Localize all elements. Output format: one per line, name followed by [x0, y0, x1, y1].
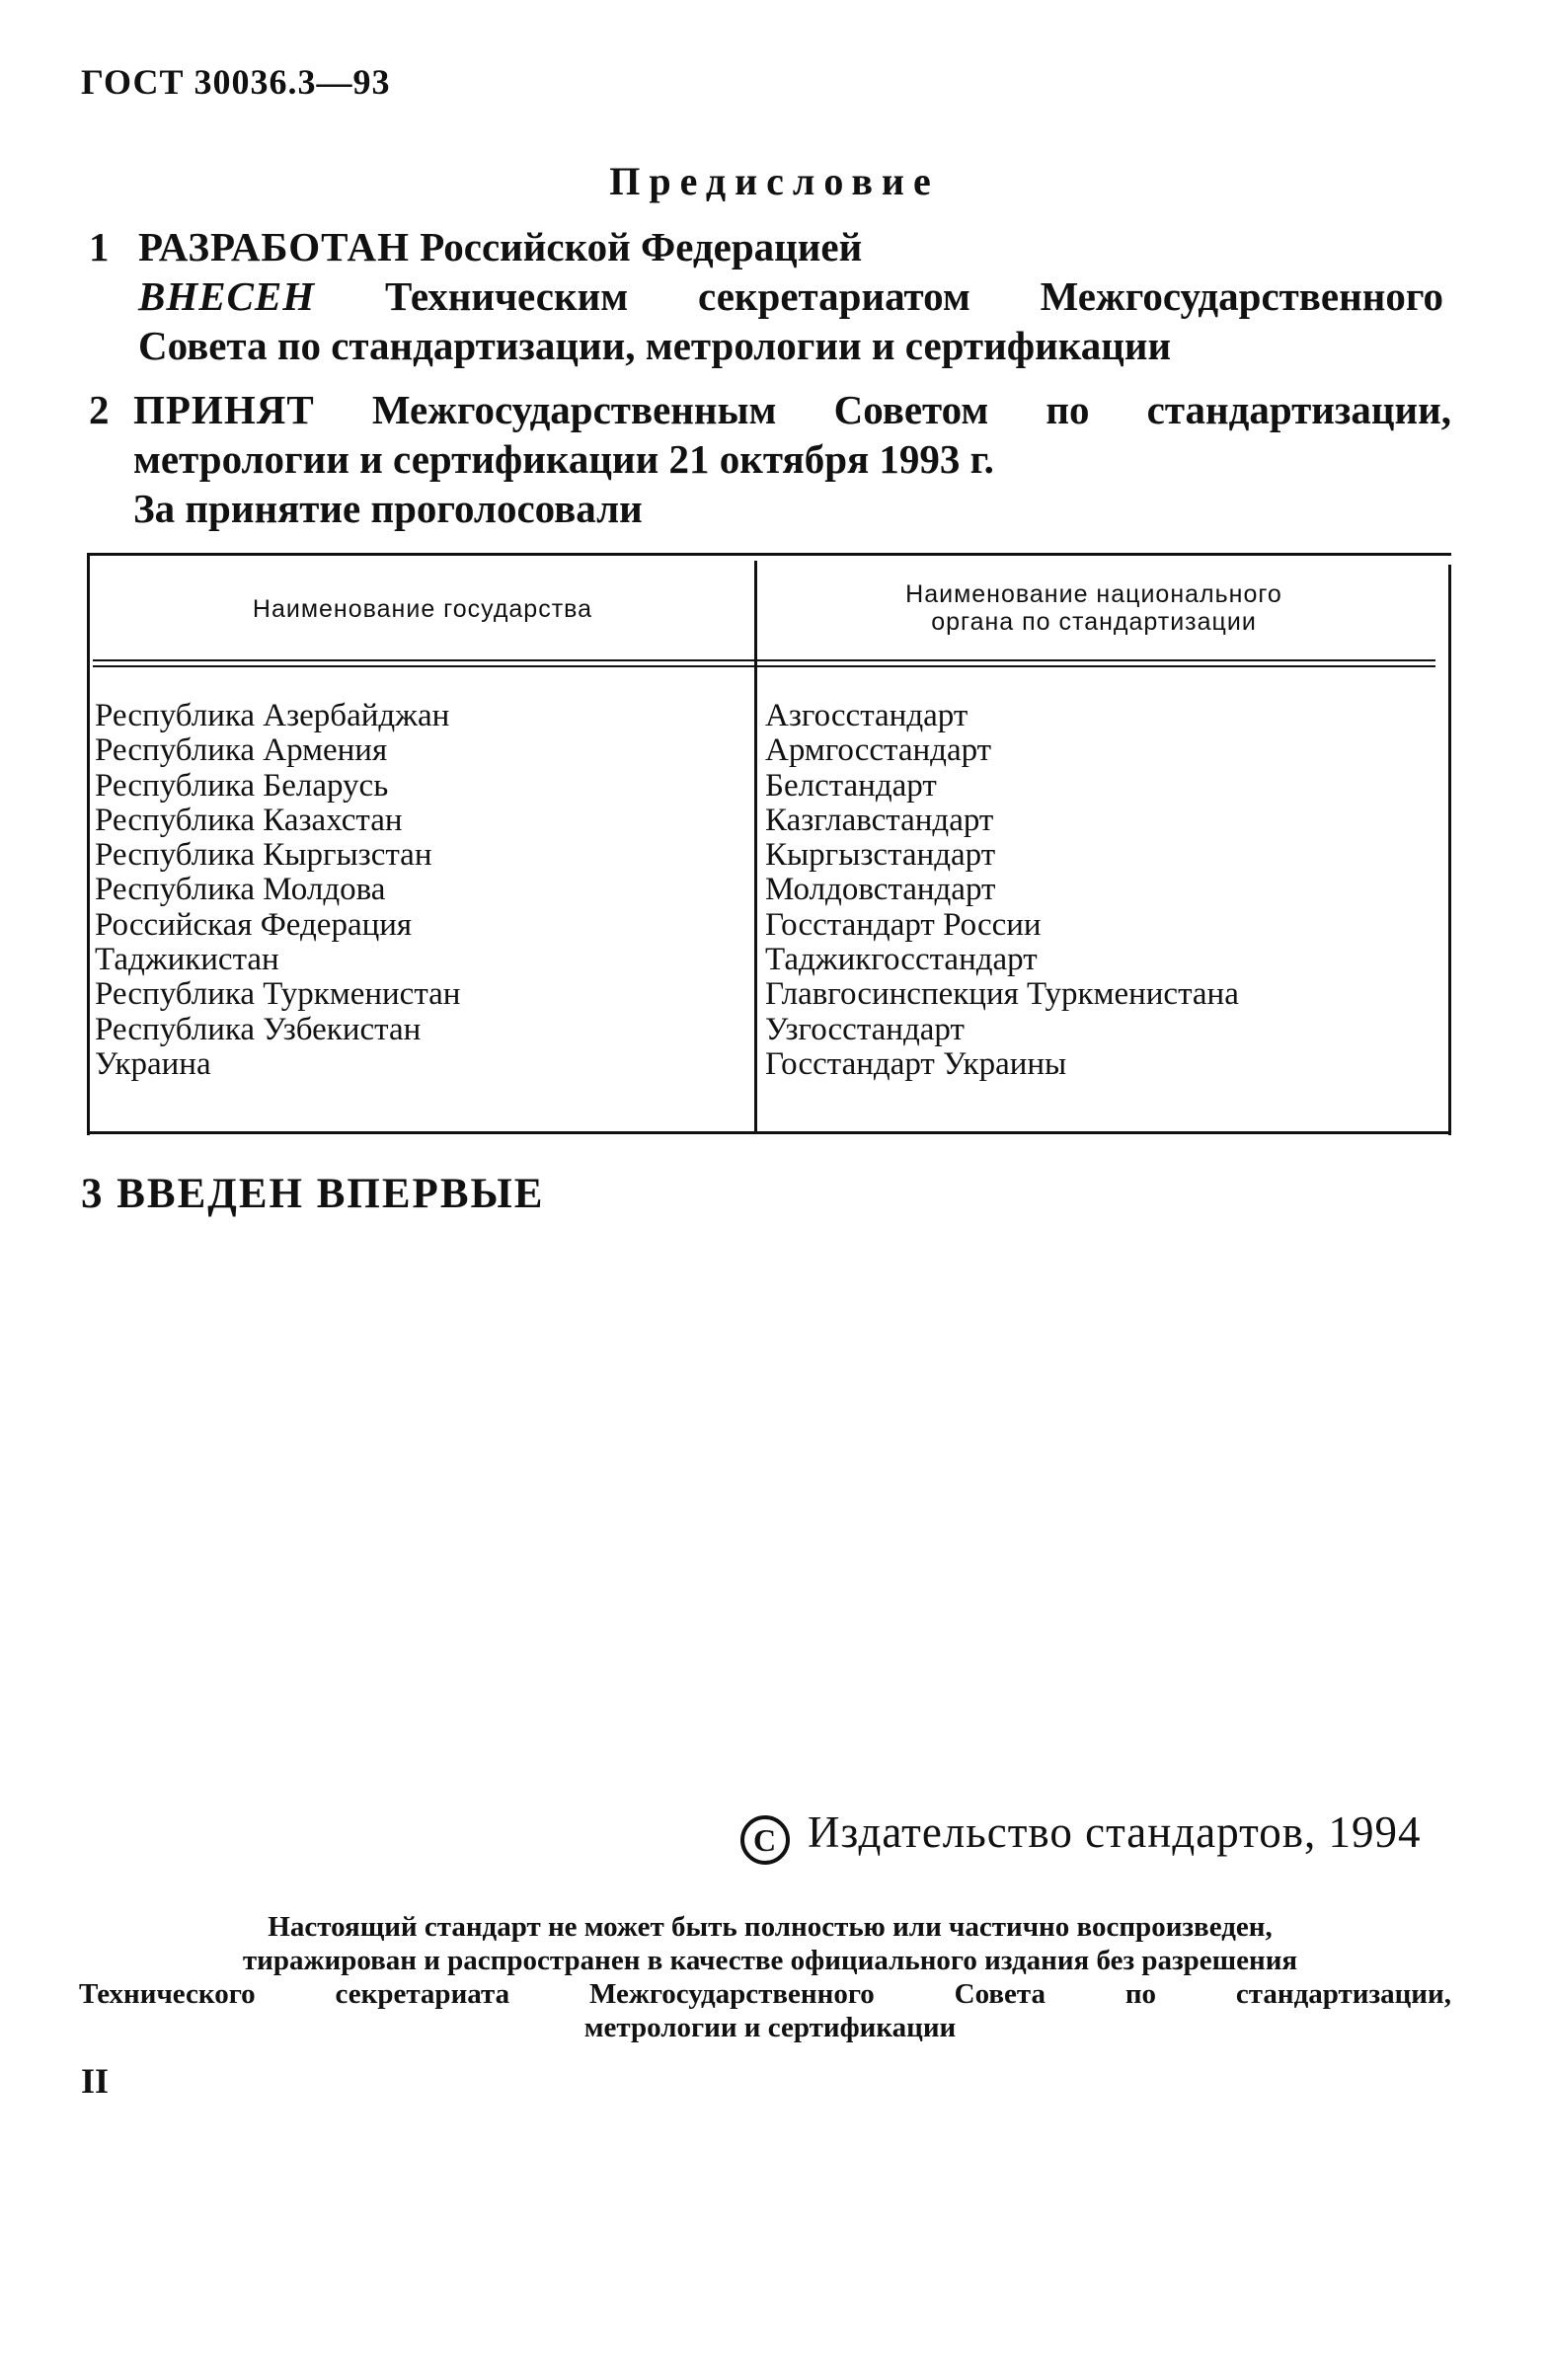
table-cell: Республика Азербайджан	[95, 698, 450, 733]
table-header-state: Наименование государства	[252, 595, 593, 623]
section-2-word: Советом	[833, 387, 989, 432]
table-cell: Молдовстандарт	[765, 872, 996, 908]
table-cell: Азгосстандарт	[765, 698, 968, 733]
table-header-divider	[93, 665, 1435, 667]
table-cell: Украина	[95, 1045, 211, 1082]
notice-line: Настоящий стандарт не может быть полностью или частично воспроизведен,	[268, 1911, 1273, 1943]
section-1	[89, 222, 1471, 370]
section-3-text: ВВЕДЕН ВПЕРВЫЕ	[116, 1171, 545, 1217]
copyright	[740, 1806, 1421, 1865]
section-1-keyword2: ВНЕСЕН	[138, 273, 316, 319]
voting-table	[87, 553, 1451, 1135]
preface-title: Предисловие	[609, 159, 940, 203]
table-cell: Республика Кыргызстан	[95, 837, 432, 874]
notice-word: стандартизации,	[1235, 1978, 1451, 2010]
section-1-line3: Совета по стандартизации, метрологии и сертификации	[138, 323, 1172, 368]
section-1-word: Межгосударственного	[1040, 273, 1443, 319]
section-2-line3: За принятие проголосовали	[133, 486, 643, 531]
table-cell: Российская Федерация	[95, 906, 413, 943]
reproduction-notice	[79, 1910, 1461, 2044]
table-right-border	[1448, 565, 1451, 1135]
document-code: ГОСТ 30036.3—93	[81, 62, 391, 102]
table-cell: Таджикгосстандарт	[765, 942, 1038, 978]
table-header-organ: Наименование национального органа по стандартизации	[905, 580, 1282, 636]
table-cell: Республика Беларусь	[95, 767, 389, 804]
table-cell: Главгосинспекция Туркменистана	[765, 976, 1239, 1013]
table-column-organs	[765, 699, 1239, 1082]
copyright-icon: C	[740, 1815, 790, 1865]
section-3	[81, 1170, 544, 1218]
table-cell: Республика Туркменистан	[95, 976, 461, 1013]
section-1-keyword: РАЗРАБОТАН	[138, 224, 410, 269]
section-3-number: 3	[81, 1171, 105, 1217]
table-cell: Таджикистан	[95, 942, 279, 978]
table-cell: Республика Армения	[95, 732, 388, 769]
table-column-states	[95, 699, 460, 1082]
table-column-divider	[754, 561, 757, 1131]
notice-word: секретариата	[335, 1978, 510, 2010]
notice-word: Технического	[79, 1978, 256, 2010]
notice-line: тиражирован и распространен в качестве официального издания без разрешения	[242, 1945, 1298, 1976]
table-cell: Республика Узбекистан	[95, 1011, 422, 1047]
table-cell: Кыргызстандарт	[765, 837, 996, 874]
section-1-text: Российской Федерацией	[420, 224, 863, 269]
notice-line	[79, 1977, 1451, 2011]
table-cell: Республика Казахстан	[95, 802, 403, 838]
notice-word: по	[1124, 1978, 1157, 2010]
section-2-word: по	[1046, 387, 1090, 432]
table-top-border	[87, 553, 1451, 556]
notice-word: Межгосударственного	[588, 1978, 875, 2010]
section-2-line2: метрологии и сертификации 21 октября 1993 г.	[133, 436, 994, 482]
table-cell: Казглавстандарт	[765, 802, 994, 838]
section-2-word: Межгосударственным	[371, 387, 777, 432]
section-1-word: Техническим	[385, 273, 629, 319]
section-2	[89, 385, 1471, 533]
table-cell: Госстандарт Украины	[765, 1045, 1067, 1082]
copyright-text: Издательство стандартов, 1994	[808, 1807, 1422, 1857]
table-bottom-border	[87, 1131, 1451, 1134]
section-1-word: секретариатом	[698, 273, 970, 319]
table-left-border	[87, 553, 90, 1135]
section-2-number: 2	[89, 387, 110, 432]
notice-word: Совета	[954, 1978, 1046, 2010]
table-cell: Госстандарт России	[765, 906, 1042, 943]
table-cell: Республика Молдова	[95, 872, 386, 908]
section-2-keyword: ПРИНЯТ	[133, 387, 315, 432]
table-cell: Узгосстандарт	[765, 1011, 965, 1047]
table-header-divider	[93, 659, 1435, 661]
page-number: II	[81, 2061, 110, 2101]
table-cell: Армгосстандарт	[765, 732, 992, 769]
table-cell: Белстандарт	[765, 767, 937, 804]
notice-line: метрологии и сертификации	[583, 2012, 957, 2043]
section-2-word: стандартизации,	[1146, 387, 1451, 432]
section-1-number: 1	[89, 224, 110, 269]
